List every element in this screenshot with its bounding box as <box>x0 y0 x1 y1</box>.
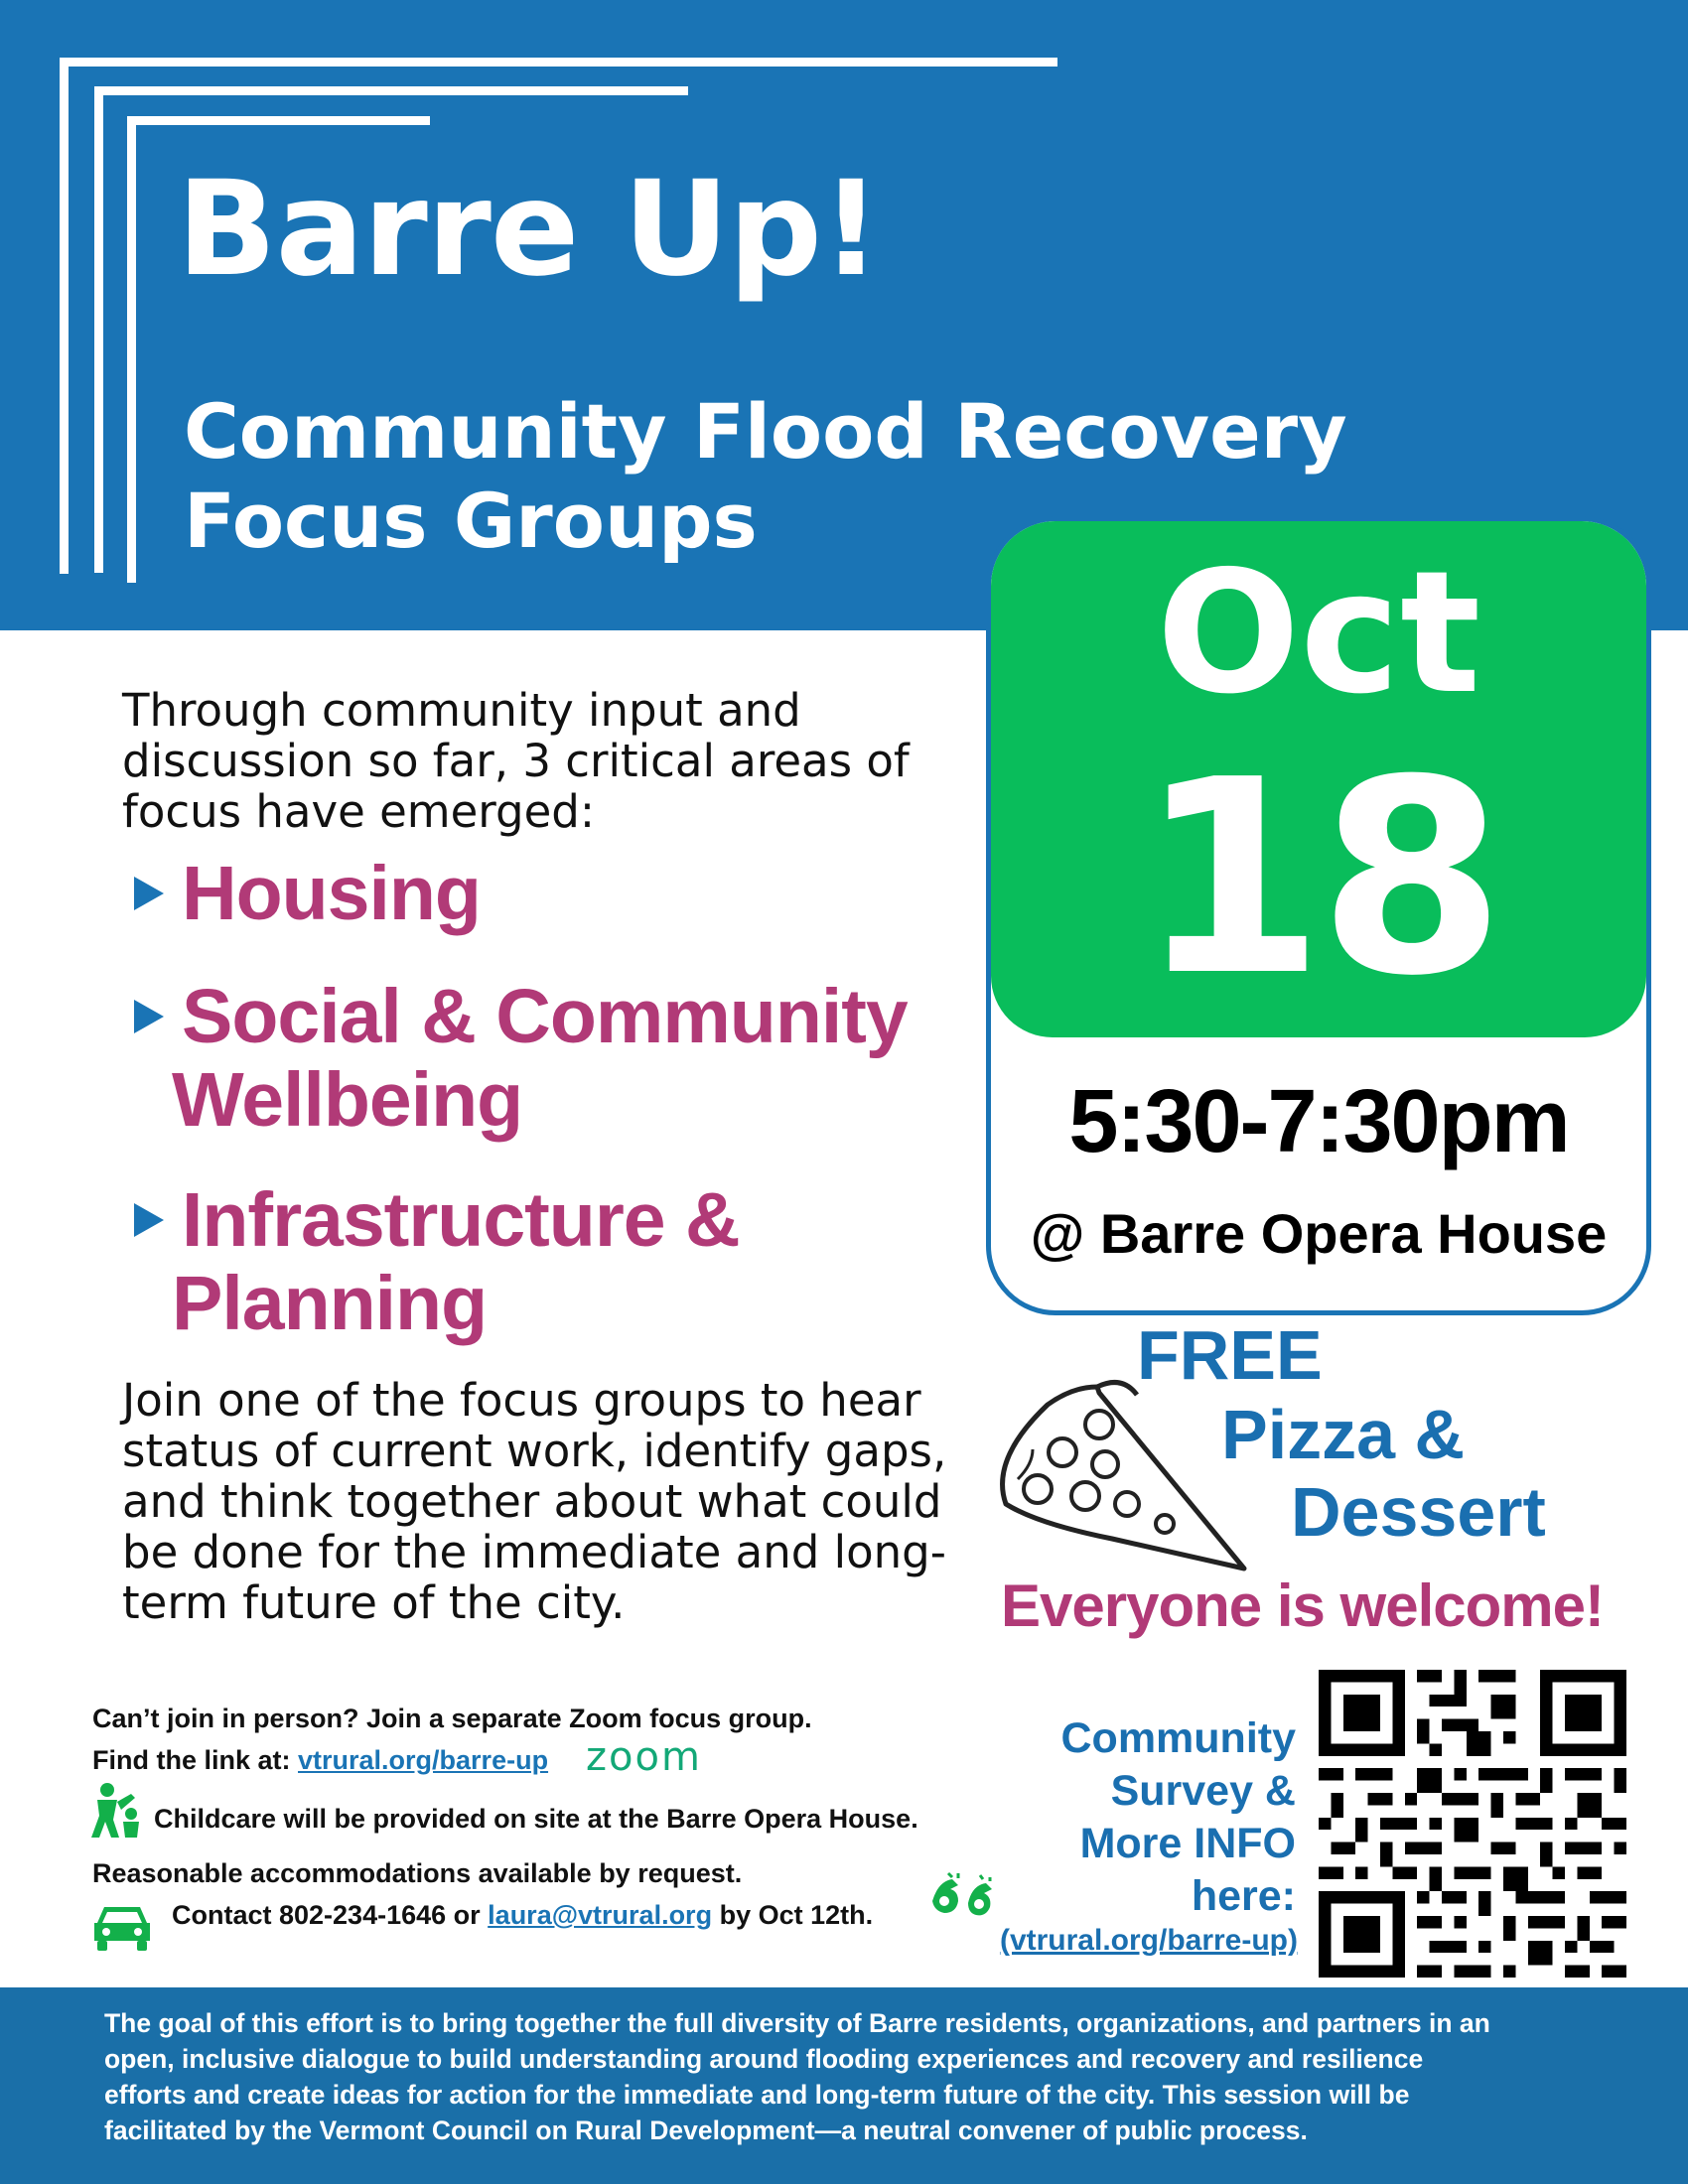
decorative-line <box>60 58 69 574</box>
intro-paragraph <box>122 685 916 837</box>
decorative-line <box>60 58 1057 67</box>
event-day: 18 <box>1138 722 1499 1034</box>
join-line: status of current work, identify gaps, <box>122 1425 947 1477</box>
intro-line: discussion so far, 3 critical areas of <box>122 735 910 787</box>
survey-link[interactable]: (vtrural.org/barre-up) <box>999 1924 1298 1957</box>
email-link[interactable]: laura@vtrural.org <box>488 1900 713 1930</box>
join-line: Join one of the focus groups to hear <box>122 1374 921 1427</box>
join-paragraph <box>122 1375 956 1628</box>
footer-line: facilitated by the Vermont Council on Rural Development—a neutral convener of public process. <box>104 2116 1308 2145</box>
event-venue: @ Barre Opera House <box>1030 1202 1608 1265</box>
zoom-link-line <box>92 1743 548 1777</box>
qr-code[interactable] <box>1319 1670 1626 1978</box>
zoom-prompt: Can’t join in person? Join a separate Zoom focus group. <box>92 1704 812 1733</box>
decorative-line <box>94 86 688 95</box>
event-month: Oct <box>1156 535 1481 732</box>
subtitle-line: Community Flood Recovery <box>184 387 1347 476</box>
decorative-line <box>127 116 136 583</box>
decorative-line <box>127 116 430 125</box>
focus-item-infrastructure <box>134 1178 740 1345</box>
footer-text <box>104 2005 1614 2148</box>
survey-line: Survey & <box>1110 1767 1296 1815</box>
survey-callout <box>998 1712 1296 1923</box>
focus-item-label: Social & Community <box>182 974 908 1059</box>
focus-item-label: Housing <box>182 851 481 936</box>
survey-line: here: <box>1191 1872 1296 1920</box>
food-free: FREE <box>1137 1316 1323 1394</box>
event-time: 5:30-7:30pm <box>1068 1072 1569 1171</box>
survey-line: Community <box>1060 1714 1296 1762</box>
subtitle-line: Focus Groups <box>184 477 758 565</box>
food-pizza: Pizza & <box>1221 1396 1466 1473</box>
zoom-link-prefix: Find the link at: <box>92 1745 291 1775</box>
contact-line <box>172 1898 873 1932</box>
join-line: be done for the immediate and long- <box>122 1526 946 1578</box>
arrow-right-icon <box>134 1000 164 1033</box>
event-date-box <box>986 516 1651 1315</box>
join-line: and think together about what could <box>122 1475 942 1528</box>
decorative-line <box>94 86 103 573</box>
survey-line: More INFO <box>1079 1820 1296 1867</box>
arrow-right-icon <box>134 1203 164 1237</box>
intro-line: focus have emerged: <box>122 785 595 838</box>
focus-item-label: Wellbeing <box>172 1057 523 1143</box>
footer-line: efforts and create ideas for action for the immediate and long-term future of the city. This session will be <box>104 2080 1410 2110</box>
accommodations-heading: Reasonable accommodations available by request. <box>92 1858 743 1888</box>
zoom-logo: zoom <box>586 1734 702 1780</box>
sign-language-icon <box>928 1871 1000 1923</box>
focus-item-label: Infrastructure & <box>182 1177 740 1263</box>
childcare-icon <box>91 1782 143 1840</box>
focus-item-label: Planning <box>172 1261 488 1346</box>
zoom-link[interactable]: vtrural.org/barre-up <box>298 1745 549 1775</box>
arrow-right-icon <box>134 877 164 910</box>
car-icon <box>92 1901 152 1953</box>
intro-line: Through community input and <box>122 684 801 737</box>
contact-prefix: Contact 802-234-1646 or <box>172 1900 481 1930</box>
contact-suffix: by Oct 12th. <box>719 1900 874 1930</box>
focus-item-housing <box>134 852 481 935</box>
childcare-text: Childcare will be provided on site at the Barre Opera House. <box>154 1804 918 1834</box>
welcome-text: Everyone is welcome! <box>1001 1572 1604 1639</box>
footer-line: The goal of this effort is to bring together the full diversity of Barre residents, organizations, and partners in an <box>104 2008 1490 2038</box>
footer-line: open, inclusive dialogue to build understanding around flooding experiences and recovery and resilience <box>104 2044 1424 2074</box>
join-line: term future of the city. <box>122 1576 626 1629</box>
food-dessert: Dessert <box>1291 1473 1546 1551</box>
page-title: Barre Up! <box>177 153 881 306</box>
focus-item-social <box>134 975 908 1142</box>
